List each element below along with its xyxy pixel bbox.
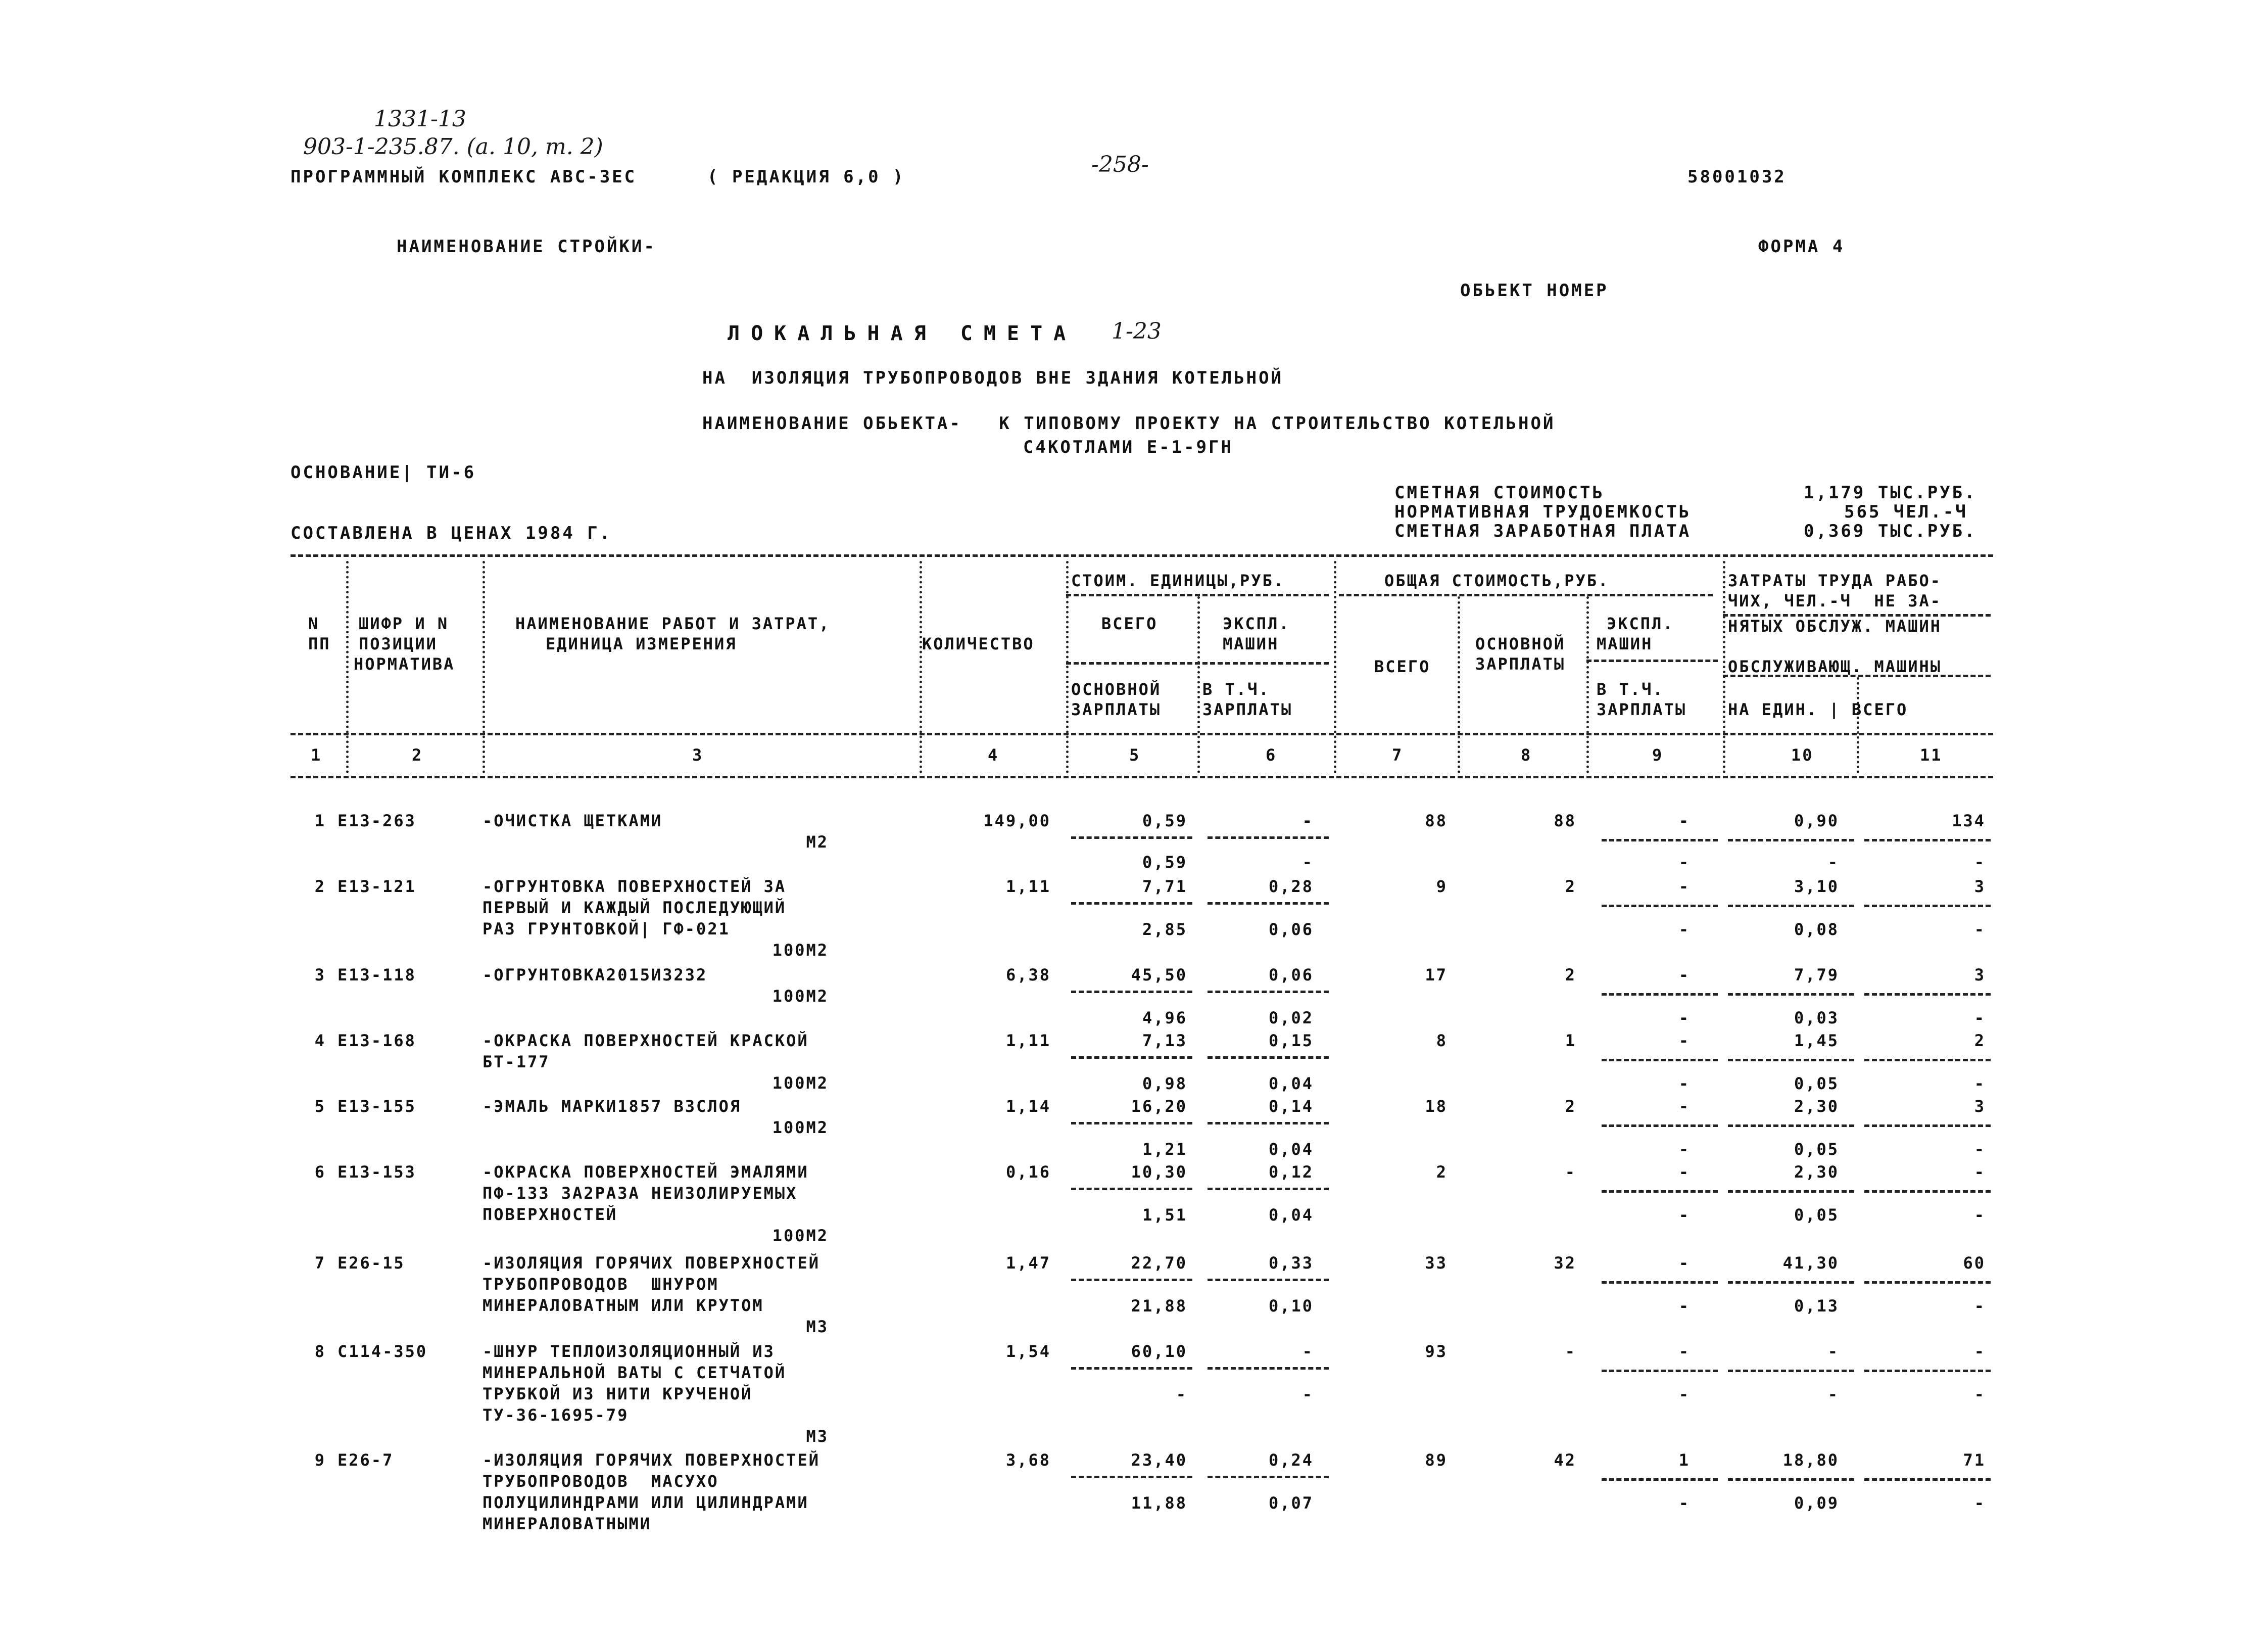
row-divider [1071,902,1192,905]
summary-label-2: СМЕТНАЯ ЗАРАБОТНАЯ ПЛАТА [1394,521,1692,541]
machine-salary: - [1678,1493,1690,1513]
machine-salary: - [1678,920,1690,939]
labor-machine-unit: - [1827,853,1839,872]
row-number: 3 [314,965,326,984]
hdr-c8-1: ОСНОВНОЙ [1475,634,1566,653]
row-divider [1208,836,1329,839]
row-divider [1864,1478,1991,1481]
hdr-c7: ВСЕГО [1374,657,1431,676]
col-sep-1 [346,561,349,773]
document-code: 58001032 [1687,167,1787,187]
hdr-code-3: НОРМАТИВА [354,654,455,674]
work-name-line: ТРУБОПРОВОДОВ ШНУРОМ [482,1275,719,1294]
work-name-line: ПОЛУЦИЛИНДРАМИ ИЛИ ЦИЛИНДРАМИ [482,1493,809,1512]
norm-code: Е26-15 [337,1253,405,1273]
quantity: 3,68 [1005,1450,1051,1470]
row-divider [1864,839,1991,841]
hdr-qty: КОЛИЧЕСТВО [922,634,1035,653]
hdr-c6-bottom-1: В Т.Ч. [1202,680,1270,699]
work-name-line: ПОВЕРХНОСТЕЙ [482,1205,618,1224]
unit-total: 0,59 [1142,811,1187,830]
row-divider [1208,902,1329,905]
labor-machine-unit: 0,08 [1794,920,1839,939]
row-divider [1071,1056,1192,1059]
object-name-line1: НАИМЕНОВАНИЕ ОБЬЕКТА- К ТИПОВОМУ ПРОЕКТУ НА СТРОИТЕЛЬСТВО КОТЕЛЬНОЙ [702,413,1556,434]
hdr-labor-4: ОБСЛУЖИВАЮЩ. МАШИНЫ [1728,657,1942,676]
row-divider [1208,991,1329,993]
row-number: 7 [314,1253,326,1273]
work-name-line: ПЕРВЫЙ И КАЖДЫЙ ПОСЛЕДУЮЩИЙ [482,898,787,917]
machine-salary: - [1678,1008,1690,1027]
hdr-pp: ПП [308,634,331,653]
row-divider [1864,1190,1991,1193]
row-divider [1602,1281,1718,1284]
labor-total: 71 [1963,1450,1986,1470]
unit-machines: - [1302,1342,1314,1361]
hdr-code-2: ПОЗИЦИИ [359,634,438,653]
cost-salary: 2 [1565,877,1576,896]
cost-total: 17 [1425,965,1447,984]
labor-machine-total: - [1974,920,1986,939]
labor-total: 3 [1974,877,1986,896]
summary-value-0: 1,179 ТЫС.РУБ. [1804,483,1977,503]
work-name-line: -ОЧИСТКА ЩЕТКАМИ [482,811,663,830]
unit-machine-salary: - [1302,853,1314,872]
cost-total: 8 [1436,1031,1447,1050]
work-name-line: -ОКРАСКА ПОВЕРХНОСТЕЙ ЭМАЛЯМИ [482,1162,809,1182]
unit-base-salary: - [1176,1385,1187,1404]
labor-unit: 41,30 [1782,1253,1839,1273]
row-divider [1208,1279,1329,1281]
hdr-c9-bottom-1: В Т.Ч. [1597,680,1664,699]
col-sep-5 [1197,596,1200,773]
machine-salary: - [1678,1205,1690,1225]
colnum-5: 5 [1129,745,1141,765]
col-sep-10 [1857,677,1859,773]
labor-total: 60 [1963,1253,1986,1273]
unit-machine-salary: 0,02 [1268,1008,1314,1027]
colnum-3: 3 [692,745,704,765]
labor-unit: 2,30 [1794,1162,1839,1182]
machine-salary: - [1678,1296,1690,1316]
hdr-labor-sub: НА ЕДИН. | ВСЕГО [1728,700,1908,719]
program-name: ПРОГРАММНЫЙ КОМПЛЕКС АВС-ЗЕС [291,167,637,187]
hdr-n: N [308,614,320,633]
object-name-line2: С4КОТЛАМИ Е-1-9ГН [1023,437,1233,457]
unit-machine-salary: 0,04 [1268,1140,1314,1159]
row-divider [1208,1122,1329,1124]
total-cost-subrule [1339,594,1713,596]
row-divider [1071,1367,1192,1370]
work-unit: М3 [806,1427,829,1446]
quantity: 149,00 [983,811,1051,830]
norm-code: Е26-7 [337,1450,394,1470]
unit-base-salary: 0,59 [1142,853,1187,872]
hdr-c6-top-2: МАШИН [1223,634,1279,653]
labor-machine-total: - [1974,1385,1986,1404]
hdr-c6-top-1: ЭКСПЛ. [1223,614,1290,633]
labor-unit: 7,79 [1794,965,1839,984]
labor-total: - [1974,1342,1986,1361]
unit-total: 22,70 [1131,1253,1187,1273]
cost-salary: 1 [1565,1031,1576,1050]
cost-machines: - [1678,811,1690,830]
colnum-6: 6 [1266,745,1277,765]
row-divider [1602,1370,1718,1372]
colnum-10: 10 [1791,745,1814,765]
labor-machine-unit: - [1827,1385,1839,1404]
unit-machines: 0,28 [1268,877,1314,896]
cost-salary: 32 [1554,1253,1576,1273]
construction-label: НАИМЕНОВАНИЕ СТРОЙКИ- [397,237,656,257]
column-numbers-rule [291,776,1993,778]
labor-total: 134 [1952,811,1986,830]
norm-code: Е13-118 [337,965,416,984]
cost-salary: 2 [1565,965,1576,984]
row-divider [1071,991,1192,993]
form-label: ФОРМА 4 [1758,237,1845,257]
prices-basis: СОСТАВЛЕНА В ЦЕНАХ 1984 Г. [291,523,612,543]
unit-machine-salary: - [1302,1385,1314,1404]
row-number: 6 [314,1162,326,1182]
quantity: 1,14 [1005,1097,1051,1116]
row-divider [1728,1190,1854,1193]
summary-label-0: СМЕТНАЯ СТОИМОСТЬ [1394,483,1605,503]
hdr-unit-cost: СТОИМ. ЕДИНИЦЫ,РУБ. [1071,571,1285,590]
labor-total: 2 [1974,1031,1986,1050]
colnum-2: 2 [412,745,423,765]
unit-machines: 0,14 [1268,1097,1314,1116]
cost-machines: - [1678,965,1690,984]
labor-total: - [1974,1162,1986,1182]
handwritten-project-code: 903-1-235.87. (а. 10, т. 2) [303,134,603,160]
table-top-rule [291,554,1993,557]
hdr-c5-bottom-1: ОСНОВНОЙ [1071,680,1162,699]
row-divider [1602,1190,1718,1193]
hdr-name-1: НАИМЕНОВАНИЕ РАБОТ И ЗАТРАТ, [515,614,831,633]
unit-machine-salary: 0,06 [1268,920,1314,939]
row-divider [1208,1056,1329,1059]
unit-total: 16,20 [1131,1097,1187,1116]
document-title: ЛОКАЛЬНАЯ СМЕТА [728,322,1077,345]
work-name-line: БТ-177 [482,1052,550,1071]
row-divider [1071,1476,1192,1478]
work-name: НА ИЗОЛЯЦИЯ ТРУБОПРОВОДОВ ВНЕ ЗДАНИЯ КОТЕЛЬНОЙ [702,368,1284,388]
row-divider [1602,905,1718,907]
machine-salary: - [1678,1385,1690,1404]
work-name-line: -ОГРУНТОВКА ПОВЕРХНОСТЕЙ ЗА [482,877,787,896]
norm-code: Е13-153 [337,1162,416,1182]
row-divider [1728,1124,1854,1127]
row-divider [1208,1188,1329,1190]
col-sep-9 [1723,561,1725,773]
unit-machines: 0,06 [1268,965,1314,984]
labor-machine-unit: 0,03 [1794,1008,1839,1027]
unit-machine-salary: 0,07 [1268,1493,1314,1513]
row-divider [1602,839,1718,841]
cost-total: 93 [1425,1342,1447,1361]
work-name-line: -ИЗОЛЯЦИЯ ГОРЯЧИХ ПОВЕРХНОСТЕЙ [482,1253,820,1273]
row-divider [1728,1281,1854,1284]
unit-base-salary: 2,85 [1142,920,1187,939]
unit-total: 23,40 [1131,1450,1187,1470]
work-name-line: ТРУБОПРОВОДОВ МАСУХО [482,1472,719,1491]
work-unit: 100М2 [772,941,829,960]
row-divider [1728,1059,1854,1061]
machine-salary: - [1678,1140,1690,1159]
colnum-1: 1 [311,745,322,765]
cost-total: 88 [1425,811,1447,830]
labor-machine-total: - [1974,1205,1986,1225]
row-divider [1864,993,1991,996]
labor-machine-total: - [1974,1296,1986,1316]
cost-total: 9 [1436,877,1447,896]
row-divider [1071,1188,1192,1190]
labor-machine-total: - [1974,853,1986,872]
page-number: -258- [1091,152,1149,177]
labor-unit: 2,30 [1794,1097,1839,1116]
work-unit: 100М2 [772,1073,829,1093]
cost-machines: - [1678,877,1690,896]
work-name-line: МИНЕРАЛОВАТНЫМИ [482,1514,651,1533]
cost-salary: 2 [1565,1097,1576,1116]
quantity: 1,11 [1005,877,1051,896]
work-name-line: -ИЗОЛЯЦИЯ ГОРЯЧИХ ПОВЕРХНОСТЕЙ [482,1450,820,1470]
hdr-c6-bottom-2: ЗАРПЛАТЫ [1202,700,1293,719]
unit-machines: 0,33 [1268,1253,1314,1273]
work-unit: М3 [806,1317,829,1336]
hdr-c8-2: ЗАРПЛАТЫ [1475,654,1566,674]
object-number: ОБЬЕКТ НОМЕР [1460,280,1609,301]
work-name-line: ПФ-133 ЗА2РАЗА НЕИЗОЛИРУЕМЫХ [482,1184,798,1203]
row-number: 9 [314,1450,326,1470]
cost-salary: 42 [1554,1450,1576,1470]
summary-value-2: 0,369 ТЫС.РУБ. [1804,521,1977,541]
unit-total: 10,30 [1131,1162,1187,1182]
norm-code: Е13-168 [337,1031,416,1050]
norm-code: Е13-121 [337,877,416,896]
summary-label-1: НОРМАТИВНАЯ ТРУДОЕМКОСТЬ [1394,502,1692,522]
labor-machine-unit: 0,13 [1794,1296,1839,1316]
work-name-line: -ОКРАСКА ПОВЕРХНОСТЕЙ КРАСКОЙ [482,1031,809,1050]
hdr-labor-2: ЧИХ, ЧЕЛ.-Ч НЕ ЗА- [1728,591,1942,611]
row-divider [1208,1476,1329,1478]
cost-salary: 88 [1554,811,1576,830]
quantity: 6,38 [1005,965,1051,984]
document-title-number: 1-23 [1112,318,1162,344]
cost-salary: - [1565,1162,1576,1182]
summary-value-1: 565 ЧЕЛ.-Ч [1844,502,1968,522]
labor-unit: 1,45 [1794,1031,1839,1050]
cost-machines: - [1678,1097,1690,1116]
hdr-labor-3: НЯТЫХ ОБСЛУЖ. МАШИН [1728,617,1942,636]
col-sep-4 [1066,561,1069,773]
work-unit: 100М2 [772,1118,829,1137]
row-divider [1602,1124,1718,1127]
machine-salary: - [1678,1074,1690,1093]
unit-machine-salary: 0,10 [1268,1296,1314,1316]
labor-unit: 18,80 [1782,1450,1839,1470]
edition: ( РЕДАКЦИЯ 6,0 ) [707,167,905,187]
machine-salary: - [1678,853,1690,872]
work-name-line: -ОГРУНТОВКА2015И3232 [482,965,708,984]
hdr-total-cost: ОБЩАЯ СТОИМОСТЬ,РУБ. [1384,571,1610,590]
unit-base-salary: 21,88 [1131,1296,1187,1316]
hdr-c5-top: ВСЕГО [1101,614,1158,633]
cost-total: 89 [1425,1450,1447,1470]
row-divider [1864,1281,1991,1284]
unit-machines: 0,15 [1268,1031,1314,1050]
work-name-line: МИНЕРАЛЬНОЙ ВАТЫ С СЕТЧАТОЙ [482,1363,787,1382]
colnum-8: 8 [1521,745,1532,765]
row-divider [1864,1124,1991,1127]
hdr-labor-1: ЗАТРАТЫ ТРУДА РАБО- [1728,571,1942,590]
cost-total: 2 [1436,1162,1447,1182]
colnum-4: 4 [988,745,999,765]
labor-machine-unit: 0,09 [1794,1493,1839,1513]
cost-salary: - [1565,1342,1576,1361]
unit-base-salary: 1,21 [1142,1140,1187,1159]
hdr-c5-bottom-2: ЗАРПЛАТЫ [1071,700,1162,719]
hdr-c9-bottom-2: ЗАРПЛАТЫ [1597,700,1687,719]
labor-total: 3 [1974,965,1986,984]
row-divider [1864,1370,1991,1372]
row-divider [1728,993,1854,996]
labor-unit: 0,90 [1794,811,1839,830]
cost-total: 33 [1425,1253,1447,1273]
cost-machines: - [1678,1253,1690,1273]
unit-machine-salary: 0,04 [1268,1205,1314,1225]
unit-base-salary: 1,51 [1142,1205,1187,1225]
labor-unit: 3,10 [1794,877,1839,896]
row-divider [1071,836,1192,839]
cost-machines: - [1678,1342,1690,1361]
hdr-code-1: ШИФР И N [359,614,449,633]
labor-total: 3 [1974,1097,1986,1116]
labor-machine-total: - [1974,1074,1986,1093]
col-sep-8 [1586,596,1589,773]
mach-midrule [1586,660,1718,662]
work-name-line: -ШНУР ТЕПЛОИЗОЛЯЦИОННЫЙ ИЗ [482,1342,775,1361]
colnum-9: 9 [1652,745,1664,765]
labor-machine-total: - [1974,1493,1986,1513]
quantity: 1,11 [1005,1031,1051,1050]
hdr-c9-top-2: МАШИН [1597,634,1653,653]
hdr-name-2: ЕДИНИЦА ИЗМЕРЕНИЯ [546,634,737,653]
labor-machine-unit: 0,05 [1794,1140,1839,1159]
unit-total: 7,13 [1142,1031,1187,1050]
row-divider [1728,905,1854,907]
work-name-line: МИНЕРАЛОВАТНЫМ ИЛИ КРУТОМ [482,1296,764,1315]
row-divider [1864,1059,1991,1061]
colnum-7: 7 [1392,745,1404,765]
row-divider [1208,1367,1329,1370]
unit-total: 45,50 [1131,965,1187,984]
col-sep-7 [1458,596,1460,773]
col-sep-6 [1334,561,1336,773]
unit-base-salary: 0,98 [1142,1074,1187,1093]
row-number: 8 [314,1342,326,1361]
norm-code: Е13-263 [337,811,416,830]
work-name-line: ТУ-36-1695-79 [482,1405,629,1425]
work-unit: 100М2 [772,1226,829,1245]
work-unit: 100М2 [772,987,829,1006]
labor-unit: - [1827,1342,1839,1361]
quantity: 1,54 [1005,1342,1051,1361]
unit-base-salary: 11,88 [1131,1493,1187,1513]
row-divider [1602,1059,1718,1061]
row-number: 5 [314,1097,326,1116]
quantity: 1,47 [1005,1253,1051,1273]
row-number: 1 [314,811,326,830]
hdr-c9-top-1: ЭКСПЛ. [1607,614,1674,633]
labor-machine-unit: 0,05 [1794,1205,1839,1225]
row-divider [1602,1478,1718,1481]
col-sep-2 [482,561,485,773]
cost-machines: - [1678,1162,1690,1182]
row-divider [1728,839,1854,841]
labor-machine-unit: 0,05 [1794,1074,1839,1093]
row-number: 2 [314,877,326,896]
header-bottom-rule [291,733,1993,735]
labor-machine-total: - [1974,1140,1986,1159]
work-name-line: -ЭМАЛЬ МАРКИ1857 ВЗСЛОЯ [482,1097,742,1116]
row-divider [1728,1478,1854,1481]
quantity: 0,16 [1005,1162,1051,1182]
work-unit: М2 [806,832,829,852]
unit-machines: 0,12 [1268,1162,1314,1182]
unit-total: 7,71 [1142,877,1187,896]
row-divider [1071,1122,1192,1124]
unit-machines: 0,24 [1268,1450,1314,1470]
cost-machines: - [1678,1031,1690,1050]
col-sep-3 [920,561,922,773]
unit-machines: - [1302,811,1314,830]
unit-machine-salary: 0,04 [1268,1074,1314,1093]
labor-machine-total: - [1974,1008,1986,1027]
colnum-11: 11 [1920,745,1943,765]
row-divider [1728,1370,1854,1372]
unit-total: 60,10 [1131,1342,1187,1361]
cost-total: 18 [1425,1097,1447,1116]
work-name-line: РАЗ ГРУНТОВКОЙ| ГФ-021 [482,919,730,939]
unit-base-salary: 4,96 [1142,1008,1187,1027]
cost-machines: 1 [1678,1450,1690,1470]
row-divider [1071,1279,1192,1281]
basis: ОСНОВАНИЕ| ТИ-6 [291,462,476,483]
norm-code: С114-350 [337,1342,428,1361]
row-divider [1602,993,1718,996]
handwritten-code-top: 1331-13 [374,106,466,132]
row-number: 4 [314,1031,326,1050]
norm-code: Е13-155 [337,1097,416,1116]
row-divider [1864,905,1991,907]
work-name-line: ТРУБКОЙ ИЗ НИТИ КРУЧЕНОЙ [482,1384,753,1403]
